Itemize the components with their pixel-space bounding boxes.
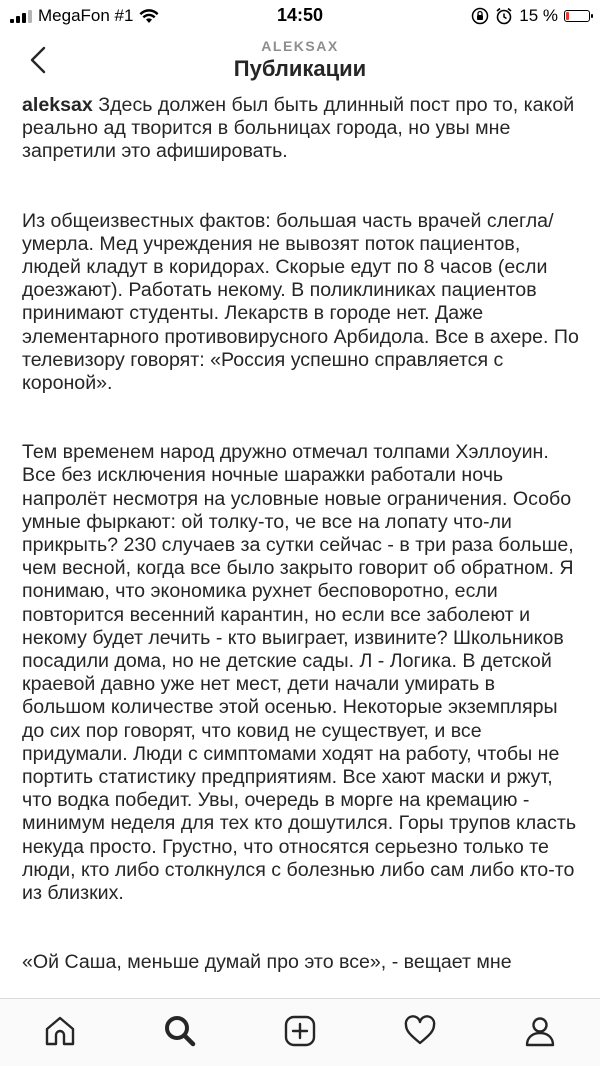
nav-activity[interactable] bbox=[396, 1007, 444, 1055]
battery-percent: 15 % bbox=[519, 6, 558, 25]
home-icon bbox=[43, 1014, 77, 1048]
header bbox=[0, 32, 600, 88]
post-caption bbox=[22, 94, 580, 1021]
signal-icon bbox=[10, 9, 32, 23]
carrier-label: MegaFon #1 bbox=[38, 6, 134, 25]
status-left bbox=[10, 6, 159, 26]
caption-paragraph: «Ой Саша, меньше думай про это все», - вещает мне bbox=[22, 951, 512, 974]
caption-paragraph: Из общеизвестных фактов: большая часть врачей слегла/умерла. Мед учреждения не вывозят поток пациентов, людей кладут в коридорах. Скорые едут по 8 часов (если доезжают). Работать некому. В поликлиниках пациентов принимают студенты. Лекарств в городе нет. Даже элементарного противовирусного Арбидола. Все в ахере. По телевизору говорят: «Россия успешно справляется с короной». bbox=[22, 209, 579, 395]
new-post-icon bbox=[283, 1014, 317, 1048]
nav-new-post[interactable] bbox=[276, 1007, 324, 1055]
page-title: Публикации bbox=[233, 56, 367, 81]
battery-icon bbox=[564, 10, 590, 22]
activity-heart-icon bbox=[403, 1014, 437, 1048]
nav-search[interactable] bbox=[156, 1007, 204, 1055]
wifi-icon bbox=[139, 9, 159, 24]
profile-icon bbox=[523, 1014, 557, 1048]
status-bar bbox=[0, 0, 600, 32]
post-username[interactable]: aleksax bbox=[22, 94, 93, 116]
battery-level bbox=[566, 12, 569, 20]
nav-profile[interactable] bbox=[516, 1007, 564, 1055]
status-time: 14:50 bbox=[276, 5, 324, 25]
bottom-nav bbox=[0, 998, 600, 1066]
caption-paragraph: Тем временем народ дружно отмечал толпами Хэллоуин. Все без исключения ночные шаражки работали ночь напролёт несмотря на условные новые ограничения. Особо умные фыркают: ой толку-то, че все на лопату что-ли прикрыть? 230 случаев за сутки сейчас - в три раза больше, чем весной, когда все было закрыто говорит об обратном. Я понимаю, что экономика рухнет бесповоротно, если повторится весенний карантин, но если все заболеют и некому будет лечить - кто выиграет, извините? Школьников посадили дома, но не детские сады. Л - Логика. В детской краевой давно уже нет мест, дети начали умирать в большом количестве этой осенью. Некоторые экземпляры до сих пор говорят, что ковид не существует, и все придумали. Люди с симптомами ходят на работу, чтобы не портить статистику предприятиям. Все хают маски и ржут, что водка победит. Увы, очередь в морге на кремацию - минимум неделя для тех кто дошутился. Горы трупов класть некуда просто. Грустно, что относятся серьезно только те люди, кто либо столкнулся с болезнью либо сам либо кто-то из близких. bbox=[22, 441, 577, 905]
alarm-icon bbox=[495, 7, 513, 25]
status-right bbox=[471, 6, 590, 26]
search-icon bbox=[163, 1014, 197, 1048]
nav-home[interactable] bbox=[36, 1007, 84, 1055]
caption-paragraph bbox=[22, 94, 580, 164]
rotation-lock-icon bbox=[471, 7, 489, 25]
header-username: ALEKSAX bbox=[261, 38, 339, 54]
caption-text: Здесь должен был быть длинный пост про то, какой реально ад творится в больницах города, но увы мне запретили это афишировать. bbox=[22, 94, 575, 163]
